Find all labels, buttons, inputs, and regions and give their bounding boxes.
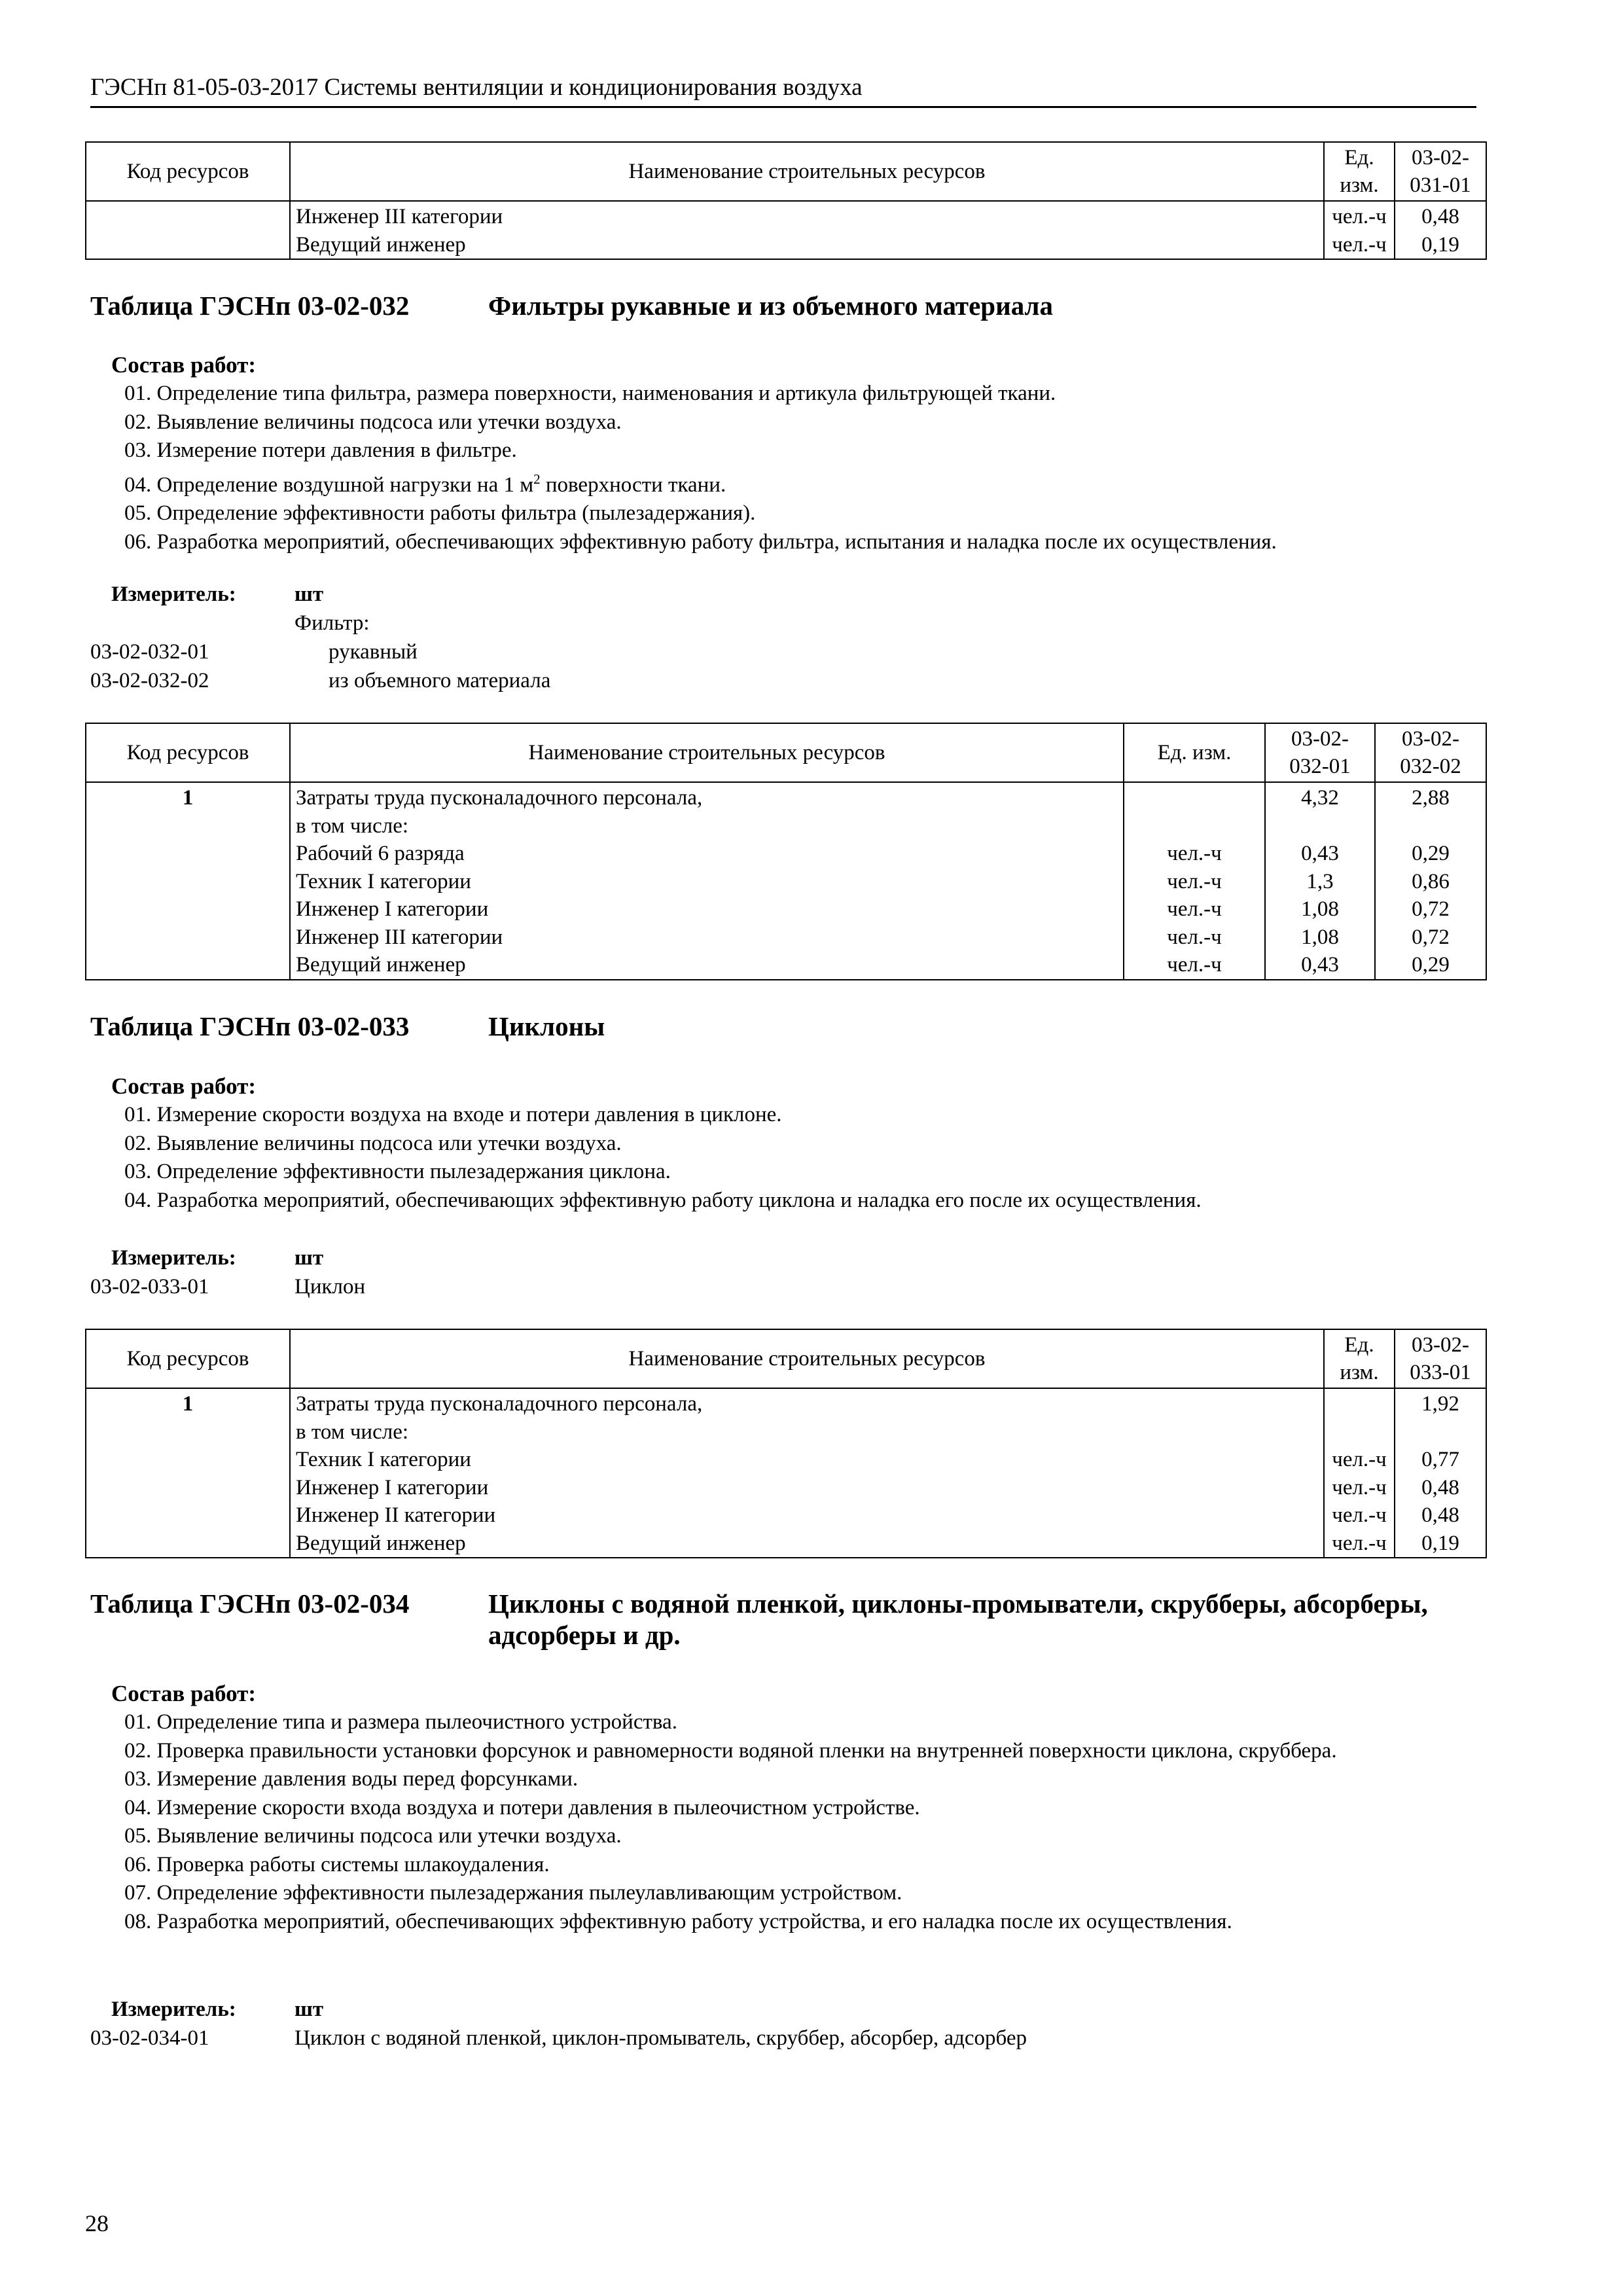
list-item: 03. Определение эффективности пылезадержания циклона.: [124, 1160, 671, 1183]
col-header-unit: Ед. изм.: [1324, 1329, 1395, 1388]
list-item: 08. Разработка мероприятий, обеспечивающих эффективную работу устройства, и его наладка после их осуществления.: [124, 1909, 1232, 1933]
meter-block-034: Измеритель: шт 03-02-034-01 Циклон с водяной пленкой, циклон-промыватель, скруббер, абсорбер, адсорбер: [90, 1995, 1027, 2053]
list-item: 04. Определение воздушной нагрузки на 1 $м^2$ поверхности ткани.: [124, 471, 726, 497]
list-item: 03-02-034-01 Циклон с водяной пленкой, циклон-промыватель, скруббер, абсорбер, адсорбер: [90, 2026, 1027, 2050]
composition-heading-034: Состав работ:: [111, 1681, 256, 1706]
list-item: 06. Разработка мероприятий, обеспечивающих эффективную работу фильтра, испытания и наладка после их осуществления.: [124, 529, 1277, 554]
table-row: 1 Затраты труда пусконаладочного персонала, 1,92: [86, 1388, 1486, 1418]
page-number: 28: [85, 2210, 109, 2236]
table-row: Инженер II категории чел.-ч 0,48: [86, 1501, 1486, 1530]
table-row: Техник I категории чел.-ч 1,3 0,86: [86, 868, 1486, 896]
col-header-norm-1: 03-02- 032-01: [1265, 723, 1375, 782]
operations-list-033: [124, 1101, 1433, 1215]
table-row: Инженер I категории чел.-ч 0,48: [86, 1474, 1486, 1502]
table-row: Инженер III категории чел.-ч 0,48: [86, 201, 1486, 231]
list-item: 02. Выявление величины подсоса или утечки воздуха.: [124, 410, 622, 434]
col-header-unit: Ед. изм.: [1124, 723, 1265, 782]
list-item: 01. Определение типа фильтра, размера поверхности, наименования и артикула фильтрующей ткани.: [124, 382, 1056, 405]
col-header-name: Наименование строительных ресурсов: [290, 142, 1324, 201]
table-row: Техник I категории чел.-ч 0,77: [86, 1446, 1486, 1474]
list-item: 05. Определение эффективности работы фильтра (пылезадержания).: [124, 501, 756, 525]
table-row: Ведущий инженер чел.-ч 0,19: [86, 1530, 1486, 1558]
list-item: 05. Выявление величины подсоса или утечки воздуха.: [124, 1824, 622, 1848]
list-item: 03. Измерение потери давления в фильтре.: [124, 439, 517, 462]
list-item: 04. Разработка мероприятий, обеспечивающих эффективную работу циклона и наладка его после их осуществления.: [124, 1188, 1202, 1212]
list-item: 06. Проверка работы системы шлакоудаления.: [124, 1852, 550, 1876]
table-row: Рабочий 6 разряда чел.-ч 0,43 0,29: [86, 840, 1486, 868]
composition-heading-033: Состав работ:: [111, 1073, 256, 1099]
col-header-norm-2: 03-02- 032-02: [1375, 723, 1486, 782]
col-header-name: Наименование строительных ресурсов: [290, 723, 1124, 782]
meter-block-033: Измеритель: шт 03-02-033-01 Циклон: [90, 1244, 365, 1301]
list-item: 03-02-032-01 рукавный: [90, 640, 418, 664]
col-header-norm: 03-02- 033-01: [1395, 1329, 1486, 1388]
col-header-unit: Ед. изм.: [1324, 142, 1395, 201]
list-item: 04. Измерение скорости входа воздуха и потери давления в пылеочистном устройстве.: [124, 1795, 920, 1820]
col-header-code: Код ресурсов: [86, 142, 290, 201]
table-row: Инженер I категории чел.-ч 1,08 0,72: [86, 895, 1486, 924]
col-header-norm: 03-02- 031-01: [1395, 142, 1486, 201]
table-row: Инженер III категории чел.-ч 1,08 0,72: [86, 924, 1486, 952]
list-item: 01. Определение типа и размера пылеочистного устройства.: [124, 1710, 677, 1734]
list-item: 01. Измерение скорости воздуха на входе и потери давления в циклоне.: [124, 1103, 782, 1126]
table-032: [85, 723, 1486, 980]
operations-list-032: [124, 380, 1433, 556]
table-row: Ведущий инженер чел.-ч 0,19: [86, 231, 1486, 260]
table-032-title: Таблица ГЭСНп 03-02-032 Фильтры рукавные и из объемного материала: [90, 291, 1054, 321]
list-item: 02. Проверка правильности установки форсунок и равномерности водяной пленки на внутренней поверхности циклона, скруббера.: [124, 1738, 1337, 1763]
operations-list-034: [124, 1708, 1433, 1936]
table-031-continued: [85, 141, 1486, 260]
table-033: [85, 1329, 1486, 1558]
list-item: 02. Выявление величины подсоса или утечки воздуха.: [124, 1131, 622, 1155]
list-item: 03. Измерение давления воды перед форсунками.: [124, 1767, 579, 1791]
col-header-name: Наименование строительных ресурсов: [290, 1329, 1324, 1388]
list-item: 07. Определение эффективности пылезадержания пылеулавливающим устройством.: [124, 1881, 902, 1905]
table-row: в том числе:: [86, 812, 1486, 840]
table-row: Ведущий инженер чел.-ч 0,43 0,29: [86, 951, 1486, 980]
table-row: 1 Затраты труда пусконаладочного персонала, 4,32 2,88: [86, 782, 1486, 812]
table-034-title: Таблица ГЭСНп 03-02-034 Циклоны с водяной пленкой, циклоны-промыватели, скрубберы, абсорберы, адсорберы и др.: [90, 1588, 1428, 1650]
table-row: в том числе:: [86, 1418, 1486, 1446]
running-head: ГЭСНп 81-05-03-2017 Системы вентиляции и кондиционирования воздуха: [90, 73, 1476, 108]
meter-block-032: Измеритель: шт Фильтр: 03-02-032-01 рукавный 03-02-032-02 из объемного материала: [90, 580, 550, 695]
table-033-title: Таблица ГЭСНп 03-02-033 Циклоны: [90, 1011, 605, 1041]
list-item: 03-02-032-02 из объемного материала: [90, 669, 551, 692]
composition-heading-032: Состав работ:: [111, 352, 256, 378]
col-header-code: Код ресурсов: [86, 1329, 290, 1388]
col-header-code: Код ресурсов: [86, 723, 290, 782]
list-item: 03-02-033-01 Циклон: [90, 1275, 366, 1299]
